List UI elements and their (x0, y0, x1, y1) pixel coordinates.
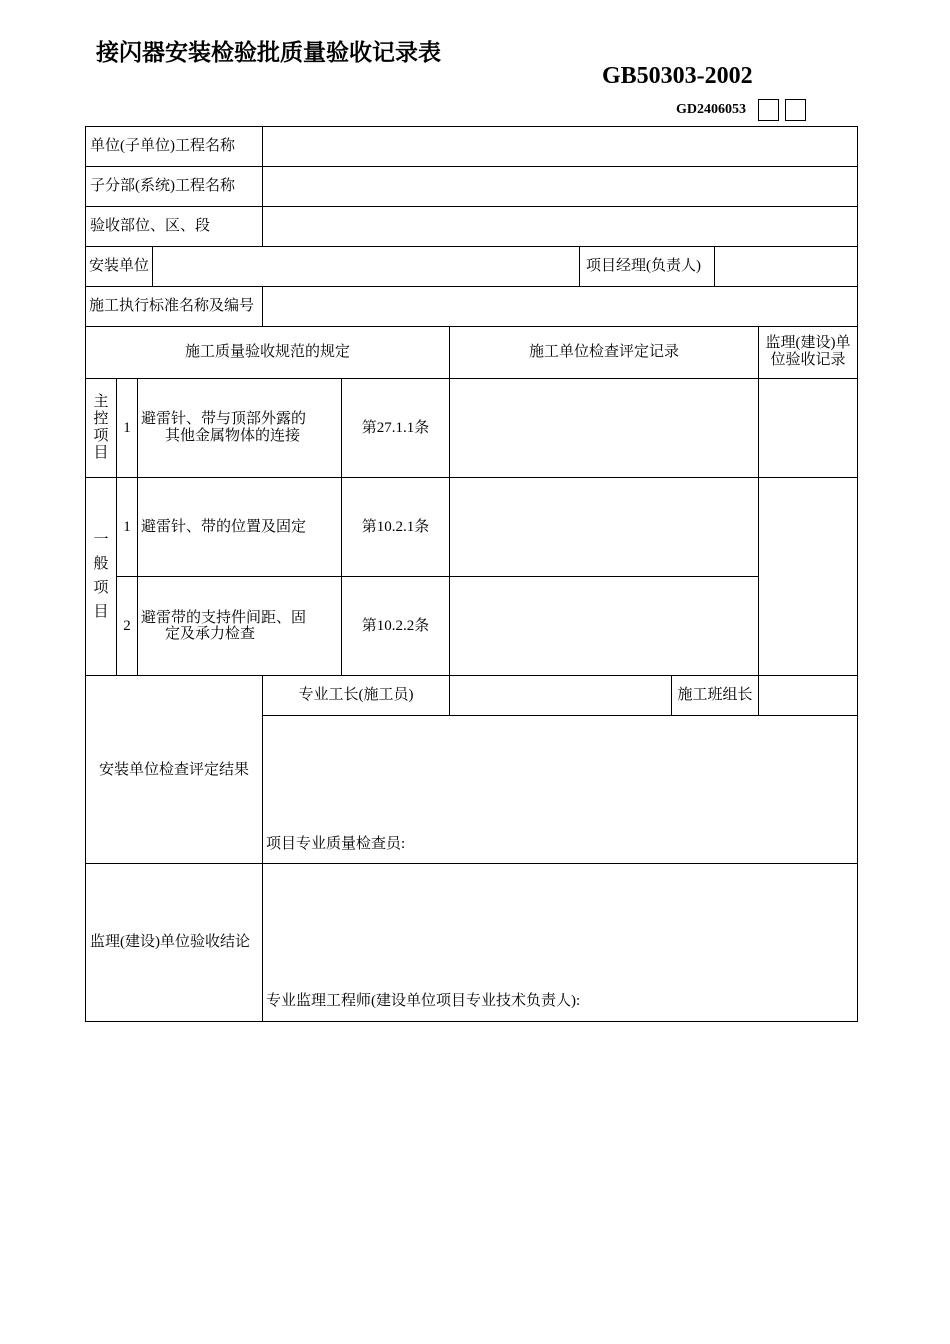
foreman-field[interactable] (451, 677, 670, 714)
supervision-header-line2: 位验收记录 (770, 352, 846, 368)
standard-name-label: 施工执行标准名称及编号 (89, 298, 255, 314)
main-item-1-record-field[interactable] (451, 380, 757, 476)
standard-number: GB50303-2002 (602, 63, 753, 89)
general-item-1-clause: 第10.2.1条 (361, 519, 430, 535)
project-name-label: 单位(子单位)工程名称 (90, 138, 235, 154)
general-item-1-no: 1 (123, 519, 131, 535)
install-unit-label: 安装单位 (89, 258, 150, 274)
install-unit-field[interactable] (154, 248, 578, 285)
supervision-conclusion-label: 监理(建设)单位验收结论 (90, 934, 250, 950)
general-item-2-record-field[interactable] (451, 578, 757, 674)
general-item-2-desc-line2: 定及承力检查 (165, 626, 256, 642)
subsection-label: 子分部(系统)工程名称 (90, 178, 235, 194)
team-leader-field[interactable] (760, 677, 856, 714)
foreman-label: 专业工长(施工员) (298, 687, 414, 703)
general-supervision-field[interactable] (760, 479, 856, 674)
quality-inspector-label: 项目专业质量检查员: (266, 836, 406, 852)
project-manager-label: 项目经理(负责人) (586, 258, 701, 274)
install-result-field[interactable] (264, 717, 856, 827)
form-code: GD2406053 (676, 102, 746, 117)
general-item-2-desc-line1: 避雷带的支持件间距、固 (141, 610, 307, 626)
main-item-1-desc-line1: 避雷针、带与顶部外露的 (141, 411, 307, 427)
team-leader-label: 施工班组长 (677, 687, 753, 703)
general-item-1-desc: 避雷针、带的位置及固定 (141, 519, 307, 535)
spec-header: 施工质量验收规范的规定 (184, 344, 350, 360)
main-item-1-no: 1 (123, 420, 131, 436)
supervision-header-line1: 监理(建设)单 (765, 335, 851, 351)
project-manager-field[interactable] (716, 248, 856, 285)
project-name-field[interactable] (264, 128, 856, 165)
general-item-1-record-field[interactable] (451, 479, 757, 575)
subsection-field[interactable] (264, 168, 856, 205)
record-header: 施工单位检查评定记录 (528, 344, 679, 360)
acceptance-part-label: 验收部位、区、段 (90, 218, 211, 234)
code-box-1[interactable] (758, 99, 779, 121)
main-item-1-desc-line2: 其他金属物体的连接 (165, 428, 301, 444)
standard-name-field[interactable] (264, 288, 856, 325)
acceptance-part-field[interactable] (264, 208, 856, 245)
main-item-1-clause: 第27.1.1条 (361, 420, 430, 436)
supervising-engineer-label: 专业监理工程师(建设单位项目专业技术负责人): (266, 993, 581, 1009)
general-item-2-no: 2 (123, 618, 131, 634)
supervision-conclusion-field[interactable] (264, 865, 856, 983)
code-box-2[interactable] (785, 99, 806, 121)
install-result-label: 安装单位检查评定结果 (98, 762, 249, 778)
main-item-1-supervision-field[interactable] (760, 380, 856, 476)
general-item-2-clause: 第10.2.2条 (361, 618, 430, 634)
form-title: 接闪器安装检验批质量验收记录表 (96, 40, 441, 66)
